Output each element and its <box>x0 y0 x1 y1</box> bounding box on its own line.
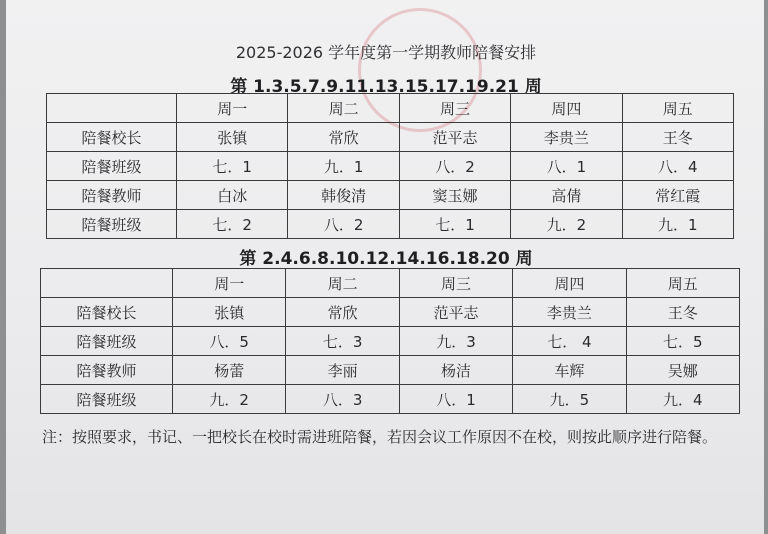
day-header: 周五 <box>622 94 733 123</box>
table-cell: 八．4 <box>622 152 733 181</box>
table-cell: 七． 4 <box>513 327 626 356</box>
table-cell: 杨洁 <box>399 356 512 385</box>
document-paper <box>6 0 764 534</box>
table-cell: 李丽 <box>286 356 399 385</box>
odd-weeks-heading: 第 1.3.5.7.9.11.13.15.17.19.21 周 <box>230 77 542 97</box>
table-cell: 七．1 <box>399 210 510 239</box>
table-cell: 张镇 <box>173 298 286 327</box>
footnote: 注：按照要求，书记、一把校长在校时需进班陪餐，若因会议工作原因不在校，则按此顺序进行陪餐。 <box>42 428 718 446</box>
table-cell: 常欣 <box>288 123 399 152</box>
row-label: 陪餐教师 <box>41 356 173 385</box>
row-label: 陪餐班级 <box>41 327 173 356</box>
table-header-row <box>47 94 734 123</box>
day-header: 周一 <box>177 94 288 123</box>
table-cell: 七．5 <box>626 327 739 356</box>
table-cell: 八．1 <box>399 385 512 414</box>
row-label: 陪餐班级 <box>47 210 177 239</box>
table-cell: 吴娜 <box>626 356 739 385</box>
table-cell: 杨蕾 <box>173 356 286 385</box>
table-cell: 常欣 <box>286 298 399 327</box>
table-cell: 李贵兰 <box>513 298 626 327</box>
document-title: 2025-2026 学年度第一学期教师陪餐安排 <box>235 43 537 62</box>
table-cell: 八．2 <box>288 210 399 239</box>
table-cell: 九．4 <box>626 385 739 414</box>
table-cell: 七．2 <box>177 210 288 239</box>
row-label: 陪餐教师 <box>47 181 177 210</box>
table-cell: 张镇 <box>177 123 288 152</box>
table-row <box>41 327 740 356</box>
table-cell: 常红霞 <box>622 181 733 210</box>
day-header: 周五 <box>626 269 739 298</box>
table-cell: 白冰 <box>177 181 288 210</box>
table-row <box>41 298 740 327</box>
day-header: 周三 <box>399 94 510 123</box>
day-header: 周一 <box>173 269 286 298</box>
table-cell: 七．3 <box>286 327 399 356</box>
table-cell: 九．5 <box>513 385 626 414</box>
table-cell: 李贵兰 <box>511 123 622 152</box>
table-row <box>47 152 734 181</box>
even-weeks-table <box>40 268 740 414</box>
table-cell: 九．2 <box>173 385 286 414</box>
table-cell: 窦玉娜 <box>399 181 510 210</box>
day-header: 周三 <box>399 269 512 298</box>
day-header: 周二 <box>288 94 399 123</box>
table-row <box>47 210 734 239</box>
corner-cell <box>41 269 173 298</box>
table-cell: 范平志 <box>399 123 510 152</box>
corner-cell <box>47 94 177 123</box>
table-cell: 九．1 <box>288 152 399 181</box>
row-label: 陪餐校长 <box>41 298 173 327</box>
table-cell: 九．3 <box>399 327 512 356</box>
table-cell: 九．2 <box>511 210 622 239</box>
table-cell: 八．2 <box>399 152 510 181</box>
day-header: 周四 <box>511 94 622 123</box>
table-row <box>47 181 734 210</box>
table-row <box>41 356 740 385</box>
table-cell: 韩俊清 <box>288 181 399 210</box>
table-cell: 高倩 <box>511 181 622 210</box>
table-row <box>47 123 734 152</box>
day-header: 周二 <box>286 269 399 298</box>
even-weeks-heading: 第 2.4.6.8.10.12.14.16.18.20 周 <box>239 249 533 269</box>
table-cell: 王冬 <box>626 298 739 327</box>
table-cell: 七．1 <box>177 152 288 181</box>
row-label: 陪餐班级 <box>47 152 177 181</box>
row-label: 陪餐班级 <box>41 385 173 414</box>
day-header: 周四 <box>513 269 626 298</box>
table-cell: 八．1 <box>511 152 622 181</box>
table-cell: 车辉 <box>513 356 626 385</box>
odd-weeks-table <box>46 93 734 239</box>
table-row <box>41 385 740 414</box>
table-cell: 范平志 <box>399 298 512 327</box>
table-cell: 八．3 <box>286 385 399 414</box>
row-label: 陪餐校长 <box>47 123 177 152</box>
table-cell: 王冬 <box>622 123 733 152</box>
table-cell: 八．5 <box>173 327 286 356</box>
table-cell: 九．1 <box>622 210 733 239</box>
table-header-row <box>41 269 740 298</box>
